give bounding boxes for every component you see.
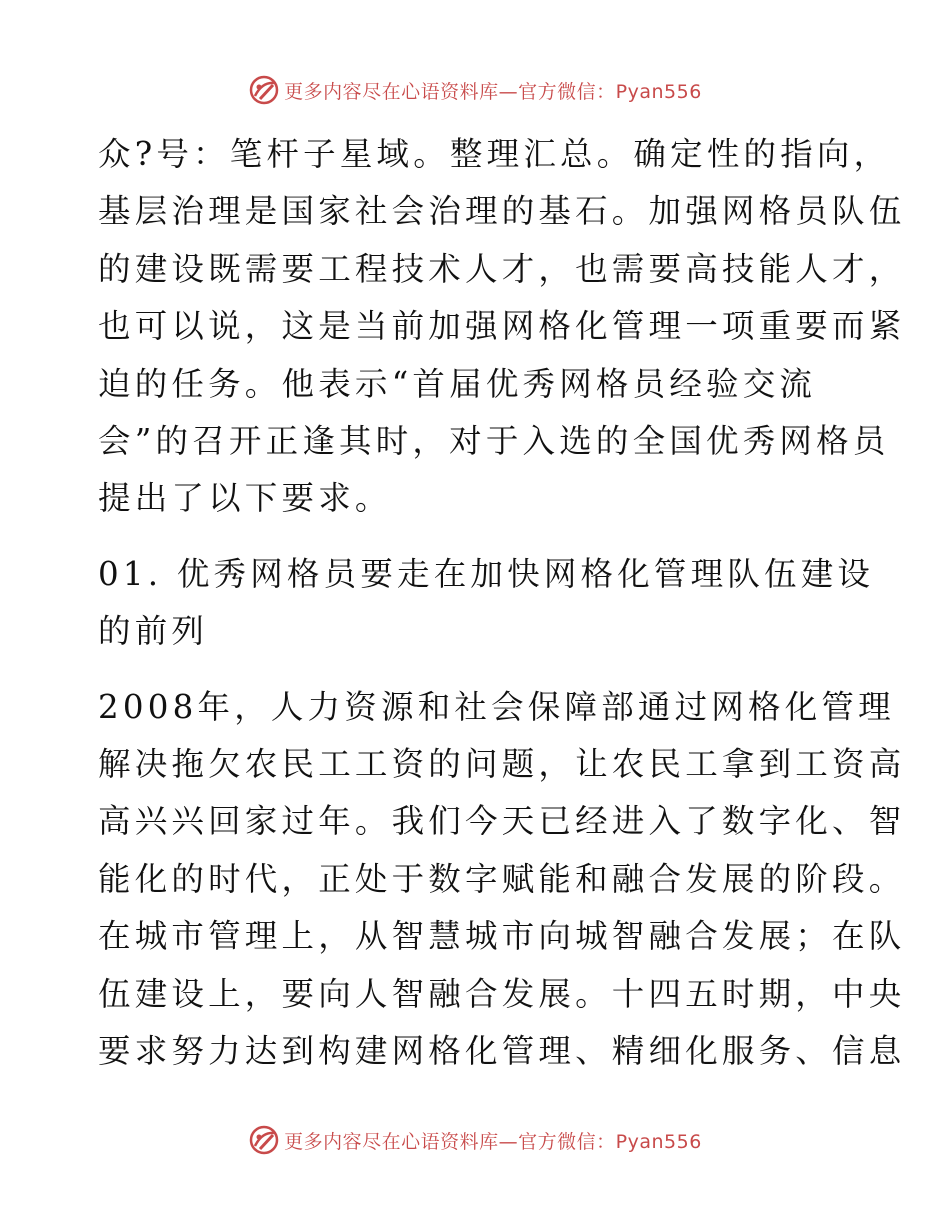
document-body — [98, 126, 906, 1081]
paragraph-2 — [98, 679, 906, 1081]
text-line: 2008年，人力资源和社会保障部通过网格化管理 — [98, 687, 895, 726]
text-line: 提出了以下要求。 — [98, 479, 392, 518]
text-line: 也可以说，这是当前加强网格化管理一项重要而紧 — [98, 307, 906, 346]
text-line: 伍建设上，要向人智融合发展。十四五时期，中央 — [98, 974, 906, 1013]
text-line: 基层治理是国家社会治理的基石。加强网格员队伍 — [98, 192, 906, 231]
header-banner-text: 更多内容尽在心语资料库—官方微信：Pyan556 — [284, 80, 702, 103]
brand-logo-icon — [248, 74, 280, 106]
text-line: 能化的时代，正处于数字赋能和融合发展的阶段。 — [98, 859, 906, 898]
text-line: 会”的召开正逢其时，对于入选的全国优秀网格员 — [98, 422, 890, 461]
paragraph-1 — [98, 126, 906, 528]
footer-banner — [0, 1120, 950, 1160]
text-line: 要求努力达到构建网格化管理、精细化服务、信息 — [98, 1032, 906, 1071]
text-line: 的前列 — [98, 612, 209, 651]
text-line: 解决拖欠农民工工资的问题，让农民工拿到工资高 — [98, 745, 906, 784]
text-line: 01. 优秀网格员要走在加快网格化管理队伍建设 — [98, 554, 875, 593]
brand-logo-icon — [248, 1124, 280, 1156]
text-line: 迫的任务。他表示“首届优秀网格员经验交流 — [98, 364, 817, 403]
text-line: 众?号：笔杆子星域。整理汇总。确定性的指向， — [98, 135, 891, 173]
text-line: 高兴兴回家过年。我们今天已经进入了数字化、智 — [98, 802, 906, 841]
text-line: 的建设既需要工程技术人才，也需要高技能人才， — [98, 249, 906, 288]
header-banner — [0, 70, 950, 110]
footer-banner-text: 更多内容尽在心语资料库—官方微信：Pyan556 — [284, 1130, 702, 1153]
section-heading — [98, 546, 875, 661]
text-line: 在城市管理上，从智慧城市向城智融合发展；在队 — [98, 917, 906, 956]
